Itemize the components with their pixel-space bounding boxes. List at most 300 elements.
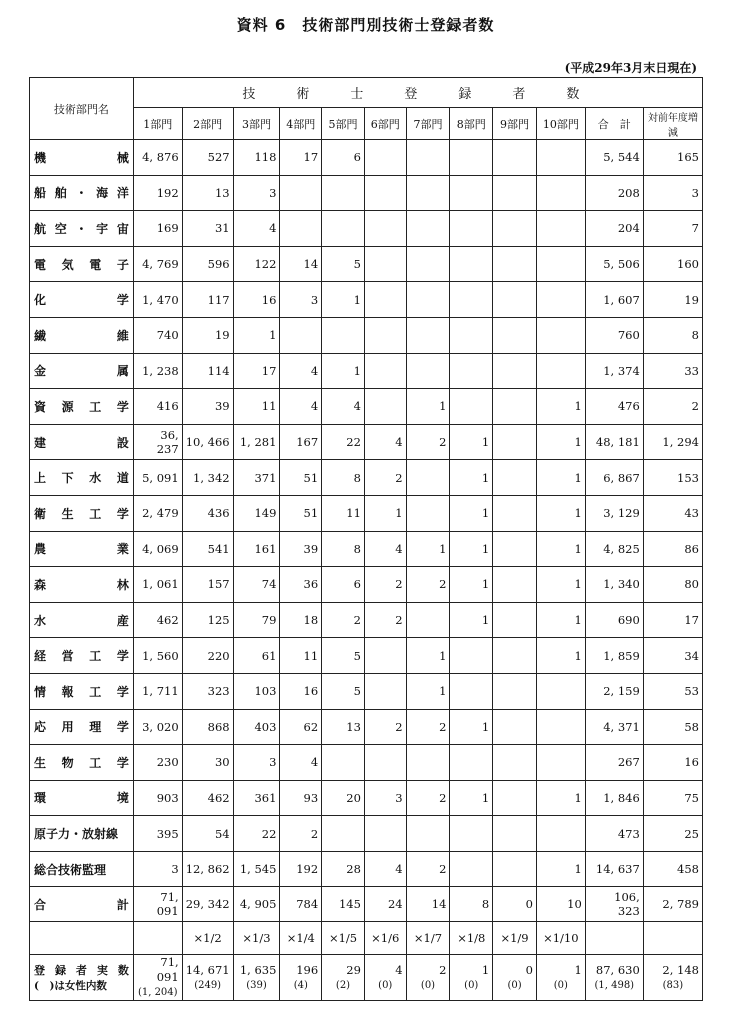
table-cell: 71, 091 <box>133 887 182 922</box>
table-cell: 192 <box>133 175 182 211</box>
table-cell <box>536 140 585 176</box>
table-cell: 4 <box>364 531 406 567</box>
table-cell: 3 <box>233 175 280 211</box>
ratio-row <box>30 922 703 955</box>
table-cell <box>493 353 537 389</box>
table-cell <box>493 424 537 460</box>
table-cell: 1, 340 <box>585 567 643 603</box>
table-cell: 1, 846 <box>585 780 643 816</box>
table-cell: 1 <box>322 282 365 318</box>
actual-cell <box>406 955 450 1001</box>
table-row <box>30 211 703 247</box>
row-label: 総合技術監理 <box>30 851 134 887</box>
table-cell: 34 <box>643 638 702 674</box>
ratio-cell: ×1/2 <box>182 922 233 955</box>
table-cell <box>406 816 450 852</box>
table-cell: 2 <box>406 567 450 603</box>
table-cell: 903 <box>133 780 182 816</box>
row-label: 船舶・海洋 <box>30 175 134 211</box>
row-label: 情報工学 <box>30 673 134 709</box>
table-cell: 4, 905 <box>233 887 280 922</box>
table-cell <box>493 780 537 816</box>
table-cell: 361 <box>233 780 280 816</box>
table-cell: 5, 506 <box>585 246 643 282</box>
table-cell <box>536 816 585 852</box>
table-row <box>30 851 703 887</box>
table-cell: 19 <box>182 317 233 353</box>
actual-value: 1 <box>574 962 582 977</box>
table-cell: 93 <box>280 780 322 816</box>
table-cell: 1 <box>536 602 585 638</box>
table-cell: 596 <box>182 246 233 282</box>
ratio-cell: ×1/6 <box>364 922 406 955</box>
actual-value: 29 <box>346 962 361 977</box>
table-cell <box>450 282 493 318</box>
table-cell: 43 <box>643 495 702 531</box>
registration-table <box>29 77 703 1001</box>
table-cell: 220 <box>182 638 233 674</box>
table-cell: 4 <box>364 851 406 887</box>
table-cell: 11 <box>322 495 365 531</box>
table-cell <box>450 745 493 781</box>
actual-cell <box>585 955 643 1001</box>
table-cell: 2 <box>406 780 450 816</box>
table-cell: 323 <box>182 673 233 709</box>
table-cell: 1 <box>450 460 493 496</box>
table-cell: 167 <box>280 424 322 460</box>
table-cell: 4, 769 <box>133 246 182 282</box>
table-cell: 1 <box>233 317 280 353</box>
table-cell: 5 <box>322 246 365 282</box>
table-cell: 436 <box>182 495 233 531</box>
table-row <box>30 745 703 781</box>
table-cell: 784 <box>280 887 322 922</box>
table-cell: 165 <box>643 140 702 176</box>
table-cell: 16 <box>643 745 702 781</box>
table-cell: 39 <box>182 389 233 425</box>
actual-value: 4 <box>395 962 403 977</box>
table-row <box>30 709 703 745</box>
table-cell: 33 <box>643 353 702 389</box>
table-cell: 1 <box>536 424 585 460</box>
table-cell: 5, 091 <box>133 460 182 496</box>
table-cell: 58 <box>643 709 702 745</box>
table-cell: 1 <box>536 780 585 816</box>
table-cell: 267 <box>585 745 643 781</box>
table-cell: 6 <box>322 567 365 603</box>
table-cell: 3 <box>133 851 182 887</box>
header-group: 技 術 士 登 録 者 数 <box>133 78 702 108</box>
table-cell: 458 <box>643 851 702 887</box>
table-cell: 20 <box>322 780 365 816</box>
table-cell: 1 <box>450 780 493 816</box>
table-row <box>30 673 703 709</box>
table-cell <box>536 673 585 709</box>
as-of-date: (平成29年3月末日現在) <box>564 61 697 75</box>
table-cell: 476 <box>585 389 643 425</box>
header-col: 5部門 <box>322 108 365 140</box>
table-cell: 1, 374 <box>585 353 643 389</box>
table-cell: 1 <box>450 531 493 567</box>
table-cell <box>450 175 493 211</box>
actual-value: 1 <box>481 962 490 977</box>
table-cell <box>406 745 450 781</box>
row-label: 経営工学 <box>30 638 134 674</box>
table-cell: 53 <box>643 673 702 709</box>
table-cell: 160 <box>643 246 702 282</box>
table-cell: 51 <box>280 495 322 531</box>
table-cell: 4, 825 <box>585 531 643 567</box>
table-cell: 48, 181 <box>585 424 643 460</box>
table-cell <box>406 317 450 353</box>
table-cell: 10 <box>536 887 585 922</box>
header-col: 1部門 <box>133 108 182 140</box>
table-cell <box>322 816 365 852</box>
table-cell <box>536 353 585 389</box>
ratio-cell <box>133 922 182 955</box>
table-cell: 22 <box>322 424 365 460</box>
header-col: 対前年度増減 <box>643 108 702 140</box>
table-cell <box>493 460 537 496</box>
table-row <box>30 816 703 852</box>
women-value: (2) <box>335 979 351 991</box>
table-cell <box>450 851 493 887</box>
table-cell <box>364 638 406 674</box>
table-cell: 36 <box>280 567 322 603</box>
actual-cell <box>493 955 537 1001</box>
table-cell: 4 <box>280 745 322 781</box>
row-label: 建 設 <box>30 424 134 460</box>
table-cell: 13 <box>182 175 233 211</box>
row-label: 水 産 <box>30 602 134 638</box>
table-cell <box>364 353 406 389</box>
table-cell <box>493 851 537 887</box>
table-cell: 153 <box>643 460 702 496</box>
table-cell <box>364 389 406 425</box>
table-cell: 416 <box>133 389 182 425</box>
table-row <box>30 317 703 353</box>
table-cell <box>322 317 365 353</box>
table-cell: 14 <box>406 887 450 922</box>
table-cell: 6 <box>322 140 365 176</box>
ratio-cell: ×1/7 <box>406 922 450 955</box>
table-cell: 12, 862 <box>182 851 233 887</box>
table-cell <box>322 211 365 247</box>
actual-cell <box>536 955 585 1001</box>
actual-value: 2 <box>439 962 447 977</box>
table-cell: 1, 545 <box>233 851 280 887</box>
table-cell <box>406 175 450 211</box>
table-cell <box>493 602 537 638</box>
table-cell: 157 <box>182 567 233 603</box>
table-cell: 80 <box>643 567 702 603</box>
row-label: 原子力・放射線 <box>30 816 134 852</box>
table-cell: 2 <box>406 424 450 460</box>
table-cell: 86 <box>643 531 702 567</box>
table-cell: 19 <box>643 282 702 318</box>
table-cell <box>406 140 450 176</box>
actual-cell <box>280 955 322 1001</box>
table-cell: 117 <box>182 282 233 318</box>
table-cell: 1 <box>536 389 585 425</box>
row-label: 繊 維 <box>30 317 134 353</box>
ratio-cell: ×1/9 <box>493 922 537 955</box>
header-col: 7部門 <box>406 108 450 140</box>
table-cell <box>406 353 450 389</box>
table-cell <box>536 211 585 247</box>
table-cell <box>364 673 406 709</box>
women-value: (1, 204) <box>137 987 178 999</box>
table-cell: 1 <box>536 567 585 603</box>
row-label: 資源工学 <box>30 389 134 425</box>
table-cell: 0 <box>493 887 537 922</box>
table-cell <box>493 389 537 425</box>
table-cell <box>280 211 322 247</box>
table-cell: 114 <box>182 353 233 389</box>
women-value: (249) <box>194 979 222 991</box>
table-cell: 16 <box>233 282 280 318</box>
table-cell: 1, 061 <box>133 567 182 603</box>
table-row <box>30 531 703 567</box>
table-cell <box>364 175 406 211</box>
table-cell: 2, 479 <box>133 495 182 531</box>
table-cell: 16 <box>280 673 322 709</box>
table-cell <box>450 353 493 389</box>
table-cell: 51 <box>280 460 322 496</box>
table-row <box>30 424 703 460</box>
table-cell: 2 <box>406 709 450 745</box>
table-cell: 62 <box>280 709 322 745</box>
table-cell <box>322 175 365 211</box>
table-cell: 473 <box>585 816 643 852</box>
table-cell <box>493 495 537 531</box>
row-label <box>30 922 134 955</box>
row-label: 航空・宇宙 <box>30 211 134 247</box>
table-cell: 740 <box>133 317 182 353</box>
table-cell: 1 <box>450 709 493 745</box>
table-cell: 1 <box>450 495 493 531</box>
women-value: (0) <box>378 979 393 991</box>
table-cell: 1, 859 <box>585 638 643 674</box>
table-cell: 1 <box>536 495 585 531</box>
table-cell: 1 <box>536 531 585 567</box>
ratio-cell: ×1/5 <box>322 922 365 955</box>
table-cell: 1 <box>406 673 450 709</box>
actual-value: 71, 091 <box>156 955 179 985</box>
actual-cell <box>233 955 280 1001</box>
actual-cell <box>322 955 365 1001</box>
table-cell: 1, 560 <box>133 638 182 674</box>
table-cell <box>322 745 365 781</box>
table-cell: 2 <box>364 602 406 638</box>
actual-value: 87, 630 <box>595 962 640 977</box>
table-cell: 1 <box>364 495 406 531</box>
actual-value: 1, 635 <box>239 962 277 977</box>
table-cell: 3 <box>364 780 406 816</box>
table-cell <box>450 638 493 674</box>
table-cell <box>493 246 537 282</box>
table-cell: 3 <box>643 175 702 211</box>
actual-value: 14, 671 <box>185 962 230 977</box>
table-cell: 8 <box>322 460 365 496</box>
table-cell: 371 <box>233 460 280 496</box>
table-cell: 25 <box>643 816 702 852</box>
document-title: 資料 6 技術部門別技術士登録者数 <box>236 16 495 34</box>
table-cell: 4, 371 <box>585 709 643 745</box>
table-cell: 690 <box>585 602 643 638</box>
table-cell <box>493 709 537 745</box>
table-cell: 1 <box>406 638 450 674</box>
table-cell: 8 <box>322 531 365 567</box>
table-row <box>30 246 703 282</box>
table-cell: 145 <box>322 887 365 922</box>
table-cell <box>493 531 537 567</box>
header-col: 10部門 <box>536 108 585 140</box>
table-row <box>30 175 703 211</box>
row-label: 電気電子 <box>30 246 134 282</box>
table-cell: 8 <box>450 887 493 922</box>
header-name-col: 技術部門名 <box>30 78 134 140</box>
table-cell <box>450 211 493 247</box>
table-cell: 3 <box>233 745 280 781</box>
table-cell: 2, 789 <box>643 887 702 922</box>
women-value: (83) <box>662 979 684 991</box>
table-cell: 5, 544 <box>585 140 643 176</box>
ratio-cell: ×1/3 <box>233 922 280 955</box>
table-cell <box>364 211 406 247</box>
row-label: 生物工学 <box>30 745 134 781</box>
table-cell: 4, 069 <box>133 531 182 567</box>
table-cell: 403 <box>233 709 280 745</box>
table-cell: 2 <box>280 816 322 852</box>
table-row <box>30 282 703 318</box>
table-cell: 10, 466 <box>182 424 233 460</box>
table-cell: 75 <box>643 780 702 816</box>
table-row <box>30 495 703 531</box>
table-cell: 1 <box>450 424 493 460</box>
table-cell: 14, 637 <box>585 851 643 887</box>
table-cell: 1 <box>450 567 493 603</box>
table-cell: 1 <box>322 353 365 389</box>
table-cell: 169 <box>133 211 182 247</box>
table-cell: 1, 294 <box>643 424 702 460</box>
table-cell: 395 <box>133 816 182 852</box>
table-cell <box>493 638 537 674</box>
table-cell <box>536 246 585 282</box>
row-label: 農 業 <box>30 531 134 567</box>
table-row <box>30 567 703 603</box>
table-cell: 1, 238 <box>133 353 182 389</box>
table-cell: 24 <box>364 887 406 922</box>
table-cell: 5 <box>322 638 365 674</box>
ratio-cell <box>585 922 643 955</box>
table-cell: 4 <box>233 211 280 247</box>
actual-cell <box>450 955 493 1001</box>
row-label: 金 属 <box>30 353 134 389</box>
table-cell: 208 <box>585 175 643 211</box>
women-value: (0) <box>420 979 436 991</box>
table-row <box>30 389 703 425</box>
table-cell: 8 <box>643 317 702 353</box>
table-cell <box>450 246 493 282</box>
table-cell: 204 <box>585 211 643 247</box>
header-col: 合 計 <box>585 108 643 140</box>
table-cell: 14 <box>280 246 322 282</box>
actual-cell <box>643 955 702 1001</box>
table-cell <box>364 282 406 318</box>
table-cell: 1 <box>536 460 585 496</box>
table-row <box>30 140 703 176</box>
table-cell: 106, 323 <box>585 887 643 922</box>
table-cell <box>406 211 450 247</box>
actual-value: 0 <box>525 962 533 977</box>
table-cell: 29, 342 <box>182 887 233 922</box>
table-cell: 30 <box>182 745 233 781</box>
women-value: (39) <box>246 979 267 991</box>
table-cell <box>493 317 537 353</box>
header-col: 9部門 <box>493 108 537 140</box>
actual-value: 2, 148 <box>662 962 699 977</box>
table-cell: 79 <box>233 602 280 638</box>
table-cell <box>406 602 450 638</box>
table-cell: 868 <box>182 709 233 745</box>
table-cell <box>280 175 322 211</box>
table-cell: 17 <box>233 353 280 389</box>
table-cell: 13 <box>322 709 365 745</box>
table-cell: 1, 711 <box>133 673 182 709</box>
ratio-cell <box>643 922 702 955</box>
table-cell: 760 <box>585 317 643 353</box>
table-cell: 17 <box>643 602 702 638</box>
table-cell: 462 <box>133 602 182 638</box>
table-cell <box>406 282 450 318</box>
table-cell: 28 <box>322 851 365 887</box>
table-cell <box>406 460 450 496</box>
table-cell: 527 <box>182 140 233 176</box>
table-cell <box>536 317 585 353</box>
table-cell <box>450 317 493 353</box>
table-cell: 161 <box>233 531 280 567</box>
row-label: 森 林 <box>30 567 134 603</box>
row-label: 上下水道 <box>30 460 134 496</box>
table-row <box>30 780 703 816</box>
table-cell <box>364 816 406 852</box>
table-cell: 541 <box>182 531 233 567</box>
table-cell <box>450 140 493 176</box>
table-cell: 1, 470 <box>133 282 182 318</box>
table-cell: 2 <box>643 389 702 425</box>
table-cell: 4 <box>364 424 406 460</box>
women-value: (4) <box>293 979 308 991</box>
table-cell <box>536 282 585 318</box>
actual-cell <box>133 955 182 1001</box>
table-cell: 192 <box>280 851 322 887</box>
table-cell: 36, 237 <box>133 424 182 460</box>
table-cell: 17 <box>280 140 322 176</box>
table-cell <box>450 673 493 709</box>
row-label: 応用理学 <box>30 709 134 745</box>
header-col: 4部門 <box>280 108 322 140</box>
row-label: 衛生工学 <box>30 495 134 531</box>
row-label: 機 械 <box>30 140 134 176</box>
table-cell <box>493 745 537 781</box>
women-value: (0) <box>553 979 568 991</box>
table-cell <box>493 175 537 211</box>
table-cell: 1, 342 <box>182 460 233 496</box>
women-value: (0) <box>507 979 522 991</box>
table-cell: 54 <box>182 816 233 852</box>
table-row <box>30 602 703 638</box>
